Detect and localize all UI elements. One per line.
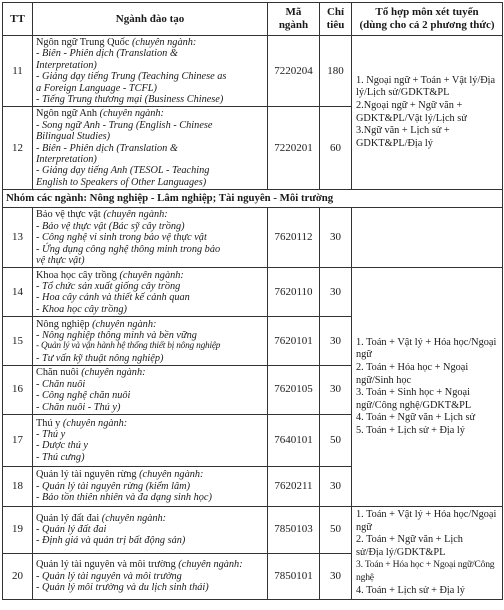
specialization: - Biên - Phiên dịch (Translation & <box>36 48 178 60</box>
row-number: 20 <box>3 553 33 600</box>
row-number: 15 <box>3 317 33 366</box>
specialization: Interpretation) <box>36 154 97 166</box>
specialization: - Quản lý và vận hành hệ thống thiết bị nông nghiệp <box>36 341 221 352</box>
header-code-line1: Mã <box>285 6 302 18</box>
specialization: - Khoa học cây trồng) <box>36 303 127 315</box>
program-name: Bảo vệ thực vật <box>36 209 101 221</box>
row-number: 17 <box>3 414 33 466</box>
program-note: (chuyên ngành: <box>178 559 243 571</box>
header-combo-line2: (dùng cho cả 2 phương thức) <box>359 19 495 31</box>
specialization: - Chăn nuôi - Thú y) <box>36 401 121 413</box>
combo-line: 3. Toán + Sinh học + Ngoại <box>356 387 470 399</box>
program-name: Ngôn ngữ Anh <box>36 108 98 120</box>
program-name: Thú y <box>36 417 61 429</box>
specialization: - Công nghệ vi sinh trong bảo vệ thực vật <box>36 232 207 244</box>
specialization: - Ứng dụng công nghệ thông minh trong bảo <box>36 243 221 255</box>
specialization: - Thú y <box>36 429 66 441</box>
header-quota <box>320 3 352 36</box>
program-quota: 30 <box>320 268 352 317</box>
combo-cell-agriculture <box>352 268 503 507</box>
combo-line: 4. Toán + Lịch sử + Địa lý <box>356 584 465 596</box>
program-cell <box>33 414 268 466</box>
program-quota: 60 <box>320 107 352 190</box>
combo-line: lý/Lịch sử/GDKT&PL <box>356 87 450 99</box>
program-code: 7640101 <box>268 414 320 466</box>
specialization: - Quản lý môi trường và du lịch sinh thái) <box>36 582 209 593</box>
header-quota-line1: Chỉ <box>326 6 345 18</box>
row-number: 11 <box>3 36 33 107</box>
program-note: (chuyên ngành: <box>103 209 168 221</box>
program-quota: 30 <box>320 553 352 600</box>
program-code: 7850103 <box>268 506 320 553</box>
program-cell <box>33 208 268 268</box>
program-cell <box>33 553 268 600</box>
specialization: - Giảng dạy tiếng Trung (Teaching Chinese as <box>36 71 227 83</box>
program-name: Khoa học cây trồng <box>36 269 117 281</box>
program-name: Quản lý đất đai <box>36 512 100 524</box>
specialization: - Nông nghiệp thông minh và bền vững <box>36 329 197 341</box>
admission-table <box>2 2 503 600</box>
program-name: Quản lý tài nguyên rừng <box>36 469 137 481</box>
program-note: (chuyên ngành: <box>131 37 197 48</box>
header-program: Ngành đào tạo <box>33 3 268 36</box>
header-combo-line1: Tổ hợp môn xét tuyển <box>375 6 479 18</box>
program-note: (chuyên ngành: <box>139 469 204 481</box>
header-quota-line2: tiêu <box>326 19 345 31</box>
program-cell <box>33 506 268 553</box>
program-quota: 180 <box>320 36 352 107</box>
program-code: 7220201 <box>268 107 320 190</box>
program-note: (chuyên ngành: <box>81 367 146 379</box>
combo-line: 1. Toán + Vật lý + Hóa học/Ngoại ngữ <box>356 336 497 361</box>
program-quota: 50 <box>320 506 352 553</box>
program-quota: 30 <box>320 466 352 506</box>
header-row <box>3 3 503 36</box>
specialization: - Thú cưng) <box>36 451 85 463</box>
program-cell <box>33 36 268 107</box>
program-code: 7620112 <box>268 208 320 268</box>
combo-line: 2. Toán + Ngữ văn + Lịch <box>356 534 463 546</box>
specialization: - Song ngữ Anh - Trung (English - Chinese <box>36 119 213 131</box>
specialization: - Tiếng Trung thương mại (Business Chinese) <box>36 94 224 106</box>
specialization: - Quản lý tài nguyên rừng (kiểm lâm) <box>36 480 191 492</box>
combo-line: ngữ/Công nghệ/GDKT&PL <box>356 399 472 411</box>
combo-line: 2. Toán + Hóa học + Ngoại ngữ/Sinh học <box>356 361 469 386</box>
program-note: (chuyên ngành: <box>62 417 128 429</box>
specialization: a Foreign Language - TCFL) <box>36 82 157 94</box>
header-code-line2: ngành <box>278 19 309 31</box>
program-code: 7620105 <box>268 366 320 415</box>
specialization: - Giảng dạy tiếng Anh (TESOL - Teaching <box>36 165 210 177</box>
row-number: 14 <box>3 268 33 317</box>
specialization: - Định giá và quản trị bất động sản) <box>36 535 186 547</box>
combo-cell-resources <box>352 506 503 599</box>
program-code: 7620101 <box>268 317 320 366</box>
program-code: 7620211 <box>268 466 320 506</box>
specialization: - Quản lý tài nguyên và môi trường <box>36 570 182 582</box>
specialization: English to Speakers of Other Languages) <box>36 176 207 188</box>
specialization: - Bảo vệ thực vật (Bác sỹ cây trồng) <box>36 220 185 232</box>
program-code: 7850101 <box>268 553 320 600</box>
program-cell <box>33 366 268 415</box>
table-row <box>3 506 503 553</box>
program-quota: 30 <box>320 208 352 268</box>
combo-line: 1. Ngoại ngữ + Toán + Vật lý/Địa <box>356 74 496 86</box>
program-name: Quản lý tài nguyên và môi trường <box>36 559 176 571</box>
program-cell <box>33 268 268 317</box>
program-note: (chuyên ngành: <box>101 512 167 524</box>
specialization: - Chăn nuôi <box>36 378 86 390</box>
table-row <box>3 268 503 317</box>
program-note: (chuyên ngành: <box>99 108 164 120</box>
header-combo <box>352 3 503 36</box>
header-code <box>268 3 320 36</box>
program-code: 7620110 <box>268 268 320 317</box>
combo-line: 3.Ngữ văn + Lịch sử + GDKT&PL/Địa lý <box>356 125 450 149</box>
specialization: - Công nghệ chăn nuôi <box>36 390 131 402</box>
specialization: vệ thực vật) <box>36 254 85 266</box>
row-number: 13 <box>3 208 33 268</box>
row-number: 18 <box>3 466 33 506</box>
program-quota: 30 <box>320 366 352 415</box>
combo-cell-languages <box>352 36 503 190</box>
program-name: Ngôn ngữ Trung Quốc <box>36 37 130 48</box>
table-row <box>3 36 503 107</box>
program-cell <box>33 107 268 190</box>
specialization: Interpretation) <box>36 59 97 71</box>
specialization: Bilingual Studies) <box>36 131 111 143</box>
specialization: - Tổ chức sản xuất giống cây trồng <box>36 280 181 292</box>
combo-line: 2.Ngoại ngữ + Ngữ văn + GDKT&PL/Vật lý/Lịch sử <box>356 100 467 124</box>
program-code: 7220204 <box>268 36 320 107</box>
combo-line: sử/Địa lý/GDKT&PL <box>356 546 446 558</box>
program-quota: 50 <box>320 414 352 466</box>
combo-line: 4. Toán + Ngữ văn + Lịch sử <box>356 412 476 424</box>
group-title: Nhóm các ngành: Nông nghiệp - Lâm nghiệp; Tài nguyên - Môi trường <box>3 190 503 208</box>
specialization: - Hoa cây cảnh và thiết kế cảnh quan <box>36 292 190 304</box>
program-cell <box>33 466 268 506</box>
program-quota: 30 <box>320 317 352 366</box>
specialization: - Quản lý đất đai <box>36 524 107 536</box>
program-name: Chăn nuôi <box>36 367 79 379</box>
row-number: 16 <box>3 366 33 415</box>
row-number: 19 <box>3 506 33 553</box>
combo-cell-blank <box>352 208 503 268</box>
program-note: (chuyên ngành: <box>92 318 157 330</box>
program-note: (chuyên ngành: <box>119 269 184 281</box>
group-heading-row <box>3 190 503 208</box>
combo-line: 5. Toán + Lịch sử + Địa lý <box>356 424 465 436</box>
specialization: - Dược thú y <box>36 440 88 452</box>
table-row <box>3 208 503 268</box>
program-name: Nông nghiệp <box>36 318 90 330</box>
specialization: - Biên - Phiên dịch (Translation & <box>36 142 178 154</box>
combo-line: 3. Toán + Hóa học + Ngoại ngữ/Công nghệ <box>356 559 495 583</box>
program-cell <box>33 317 268 366</box>
specialization: - Tư vấn kỹ thuật nông nghiệp) <box>36 352 164 364</box>
specialization: - Bảo tồn thiên nhiên và đa dạng sinh học) <box>36 492 212 504</box>
combo-line: 1. Toán + Vật lý + Hóa học/Ngoại ngữ <box>356 508 497 533</box>
row-number: 12 <box>3 107 33 190</box>
header-tt: TT <box>3 3 33 36</box>
